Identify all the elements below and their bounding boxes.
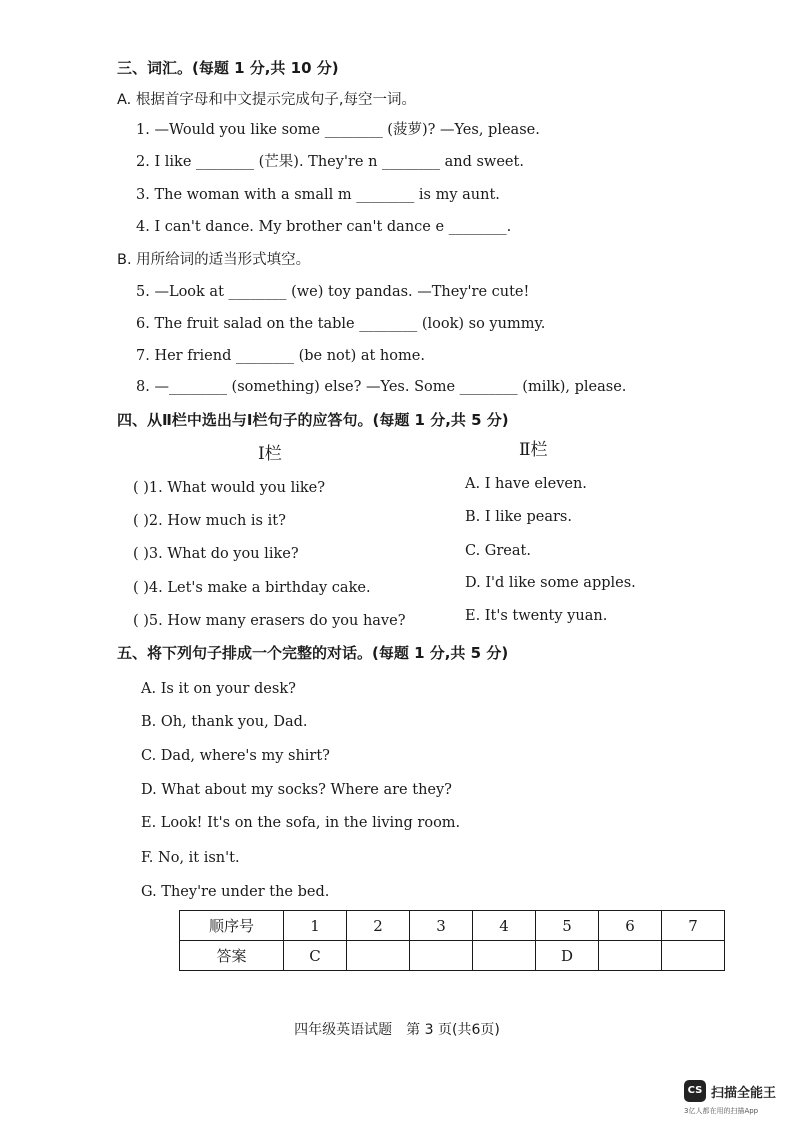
dialogue-e: E. Look! It's on the sofa, in the living room. bbox=[141, 815, 461, 831]
order-number-2: 2 bbox=[347, 911, 410, 941]
match-question-3: ( )3. What do you like? bbox=[133, 546, 299, 562]
section3-partB-title: B. 用所给词的适当形式填空。 bbox=[117, 252, 311, 268]
scanner-badge bbox=[684, 1080, 784, 1116]
question-3: 3. The woman with a small m ________ is my aunt. bbox=[136, 187, 500, 203]
section3-title: 三、词汇。(每题 1 分,共 10 分) bbox=[117, 59, 339, 77]
match-answer-e: E. It's twenty yuan. bbox=[465, 608, 608, 624]
dialogue-a: A. Is it on your desk? bbox=[141, 681, 296, 697]
dialogue-f: F. No, it isn't. bbox=[141, 850, 240, 866]
question-2: 2. I like ________ (芒果). They're n ________ and sweet. bbox=[136, 154, 524, 170]
question-7: 7. Her friend ________ (be not) at home. bbox=[136, 348, 425, 364]
order-label: 顺序号 bbox=[180, 911, 284, 941]
answer-cell-2 bbox=[347, 941, 410, 971]
table-row bbox=[180, 911, 725, 941]
match-question-1: ( )1. What would you like? bbox=[133, 480, 325, 496]
match-answer-b: B. I like pears. bbox=[465, 509, 572, 525]
answer-cell-6 bbox=[599, 941, 662, 971]
dialogue-d: D. What about my socks? Where are they? bbox=[141, 782, 452, 798]
order-number-4: 4 bbox=[473, 911, 536, 941]
dialogue-g: G. They're under the bed. bbox=[141, 884, 330, 900]
match-answer-a: A. I have eleven. bbox=[465, 476, 587, 492]
table-row bbox=[180, 941, 725, 971]
dialogue-c: C. Dad, where's my shirt? bbox=[141, 748, 330, 764]
order-number-5: 5 bbox=[536, 911, 599, 941]
question-5: 5. —Look at ________ (we) toy pandas. —They're cute! bbox=[136, 284, 530, 300]
match-question-2: ( )2. How much is it? bbox=[133, 513, 286, 529]
answer-label: 答案 bbox=[180, 941, 284, 971]
match-answer-d: D. I'd like some apples. bbox=[465, 575, 636, 591]
question-8: 8. —________ (something) else? —Yes. Some ________ (milk), please. bbox=[136, 379, 627, 395]
question-6: 6. The fruit salad on the table ________ (look) so yummy. bbox=[136, 316, 546, 332]
answer-cell-4 bbox=[473, 941, 536, 971]
dialogue-b: B. Oh, thank you, Dad. bbox=[141, 714, 308, 730]
match-question-4: ( )4. Let's make a birthday cake. bbox=[133, 580, 371, 596]
column-2-heading: Ⅱ栏 bbox=[519, 440, 548, 460]
scanner-tagline: 3亿人都在用的扫描App bbox=[684, 1107, 759, 1115]
order-number-7: 7 bbox=[662, 911, 725, 941]
scanner-app-name: 扫描全能王 bbox=[711, 1086, 777, 1101]
match-answer-c: C. Great. bbox=[465, 543, 531, 559]
section3-partA-title: A. 根据首字母和中文提示完成句子,每空一词。 bbox=[117, 92, 416, 108]
answer-cell-7 bbox=[662, 941, 725, 971]
camscanner-logo-icon: CS bbox=[684, 1080, 706, 1102]
match-question-5: ( )5. How many erasers do you have? bbox=[133, 613, 406, 629]
order-number-6: 6 bbox=[599, 911, 662, 941]
column-1-heading: Ⅰ栏 bbox=[258, 444, 282, 464]
page-footer: 四年级英语试题 第 3 页(共6页) bbox=[294, 1022, 500, 1038]
answer-cell-5: D bbox=[536, 941, 599, 971]
question-1: 1. —Would you like some ________ (菠萝)? —Yes, please. bbox=[136, 122, 540, 138]
answer-cell-3 bbox=[410, 941, 473, 971]
order-number-3: 3 bbox=[410, 911, 473, 941]
question-4: 4. I can't dance. My brother can't dance e ________. bbox=[136, 219, 512, 235]
answer-table bbox=[179, 910, 725, 971]
section5-title: 五、将下列句子排成一个完整的对话。(每题 1 分,共 5 分) bbox=[117, 644, 509, 662]
order-number-1: 1 bbox=[284, 911, 347, 941]
answer-cell-1: C bbox=[284, 941, 347, 971]
section4-title: 四、从Ⅱ栏中选出与Ⅰ栏句子的应答句。(每题 1 分,共 5 分) bbox=[117, 411, 509, 429]
